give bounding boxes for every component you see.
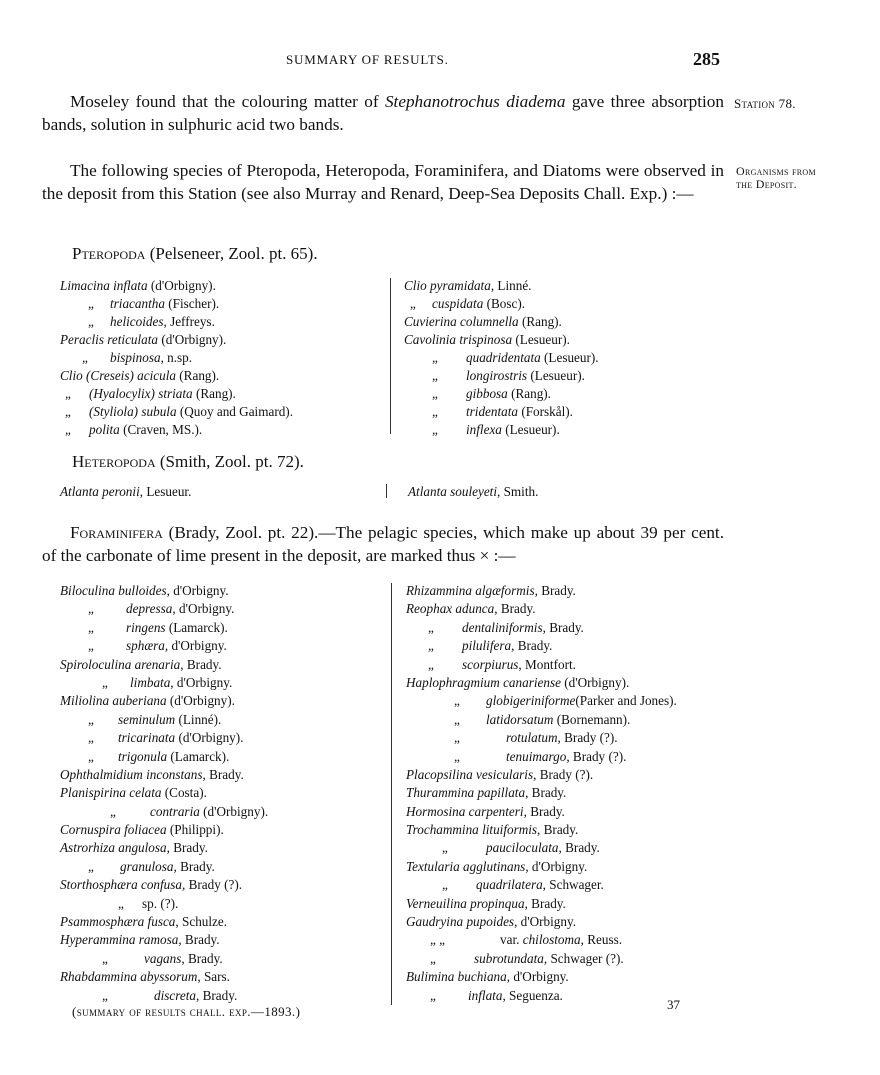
list-item <box>406 950 736 968</box>
list-text: „ <box>102 674 108 690</box>
species-name: Stephanotrochus diadema <box>384 92 566 111</box>
list-text: „ <box>88 619 94 635</box>
list-item <box>60 331 380 349</box>
list-item <box>60 895 390 913</box>
heading-reference: (Smith, Zool. pt. 72). <box>155 452 304 471</box>
list-item <box>406 674 736 692</box>
list-item <box>60 349 380 367</box>
list-text: „ <box>442 840 448 856</box>
list-text: , Brady. <box>542 619 584 635</box>
paragraph-text: gave three absorption bands, solution in sulphuric acid two bands. <box>42 92 724 134</box>
species-name: Clio (Creseis) acicula <box>60 368 176 383</box>
list-text: (Lesueur). <box>527 368 585 383</box>
species-name: discreta <box>154 987 196 1003</box>
list-item <box>60 913 390 931</box>
list-text: , Brady. <box>166 840 208 856</box>
species-name: Astrorhiza angulosa <box>60 840 167 856</box>
list-text: , d'Orbigny. <box>164 638 227 654</box>
list-text: , d'Orbigny. <box>170 674 233 690</box>
list-text: „ <box>430 950 436 966</box>
list-text: (Philippi). <box>166 822 224 838</box>
list-text: , Brady. <box>525 785 567 801</box>
list-text: „ <box>88 711 94 727</box>
list-text: „ <box>88 638 94 654</box>
list-text: var. <box>500 932 523 948</box>
section-heading-heteropoda <box>72 452 304 472</box>
foraminifera-list-right <box>406 582 736 1005</box>
list-text: „ <box>118 895 124 911</box>
list-text: , Brady. <box>537 822 579 838</box>
list-text: „ <box>454 693 460 709</box>
list-item <box>60 600 390 618</box>
column-divider <box>391 583 392 1005</box>
species-name: Cornuspira foliacea <box>60 822 167 838</box>
list-text: (d'Orbigny). <box>175 730 244 746</box>
running-head <box>0 49 880 72</box>
list-text: „ <box>110 803 116 819</box>
list-text: (Rang). <box>507 386 551 401</box>
species-name: Biloculina bulloides <box>60 583 167 598</box>
list-item <box>60 403 380 421</box>
list-item <box>60 766 390 784</box>
species-name: Haplophragmium canariense <box>406 674 561 690</box>
list-text: „ <box>102 987 108 1003</box>
species-name: Hyperammina ramosa <box>60 932 179 948</box>
list-text: , d'Orbigny. <box>506 969 569 985</box>
sidenote-station: Station 78. <box>734 96 796 111</box>
list-text: „ <box>454 711 460 727</box>
list-item <box>60 313 380 331</box>
list-item <box>60 421 380 439</box>
list-text: , Brady. <box>173 858 215 874</box>
list-text: (Craven, MS.). <box>119 422 203 437</box>
list-text: „ <box>102 950 108 966</box>
pteropoda-list-left <box>60 277 380 439</box>
species-name: (Styliola) subula <box>89 404 177 419</box>
list-item <box>406 729 736 747</box>
species-name: contraria <box>150 803 200 819</box>
list-text: „ <box>454 730 460 746</box>
species-name: (Hyalocylix) striata <box>89 386 193 401</box>
list-item <box>406 656 736 674</box>
section-heading-foraminifera <box>42 521 724 567</box>
species-name: Cuvierina columnella <box>404 314 519 329</box>
list-text: (Linné). <box>175 711 222 727</box>
heading-text: (Brady, Zool. pt. 22).—The pelagic species, which make up about 39 per cent. of the carbonate of lime present in the deposit, are marked thus × :— <box>42 523 724 565</box>
list-text: (Rang). <box>192 386 236 401</box>
list-text: , Smith. <box>497 484 539 499</box>
species-name: helicoides <box>110 314 164 329</box>
list-text: „ <box>88 314 94 329</box>
page-number: 285 <box>693 49 720 69</box>
list-text: (Bosc). <box>483 296 526 311</box>
species-name: quadrilatera <box>476 877 543 893</box>
species-name: cuspidata <box>432 296 484 311</box>
species-name: tridentata <box>466 404 519 419</box>
list-text: „ <box>432 404 438 419</box>
paragraph-species-observed <box>42 159 724 205</box>
species-name: seminulum <box>118 711 176 727</box>
column-divider <box>390 278 391 434</box>
species-name: Storthosphæra confusa <box>60 877 182 893</box>
species-name: Rhabdammina abyssorum <box>60 969 198 985</box>
list-item <box>60 385 380 403</box>
list-text: , Brady. <box>196 987 238 1003</box>
list-text: , d'Orbigny. <box>166 583 229 598</box>
paragraph-text: Moseley found that the colouring matter of <box>70 92 385 111</box>
list-text: , Brady. <box>524 895 566 911</box>
list-text: „ <box>428 638 434 654</box>
species-name: sphæra <box>126 638 165 654</box>
list-item <box>406 876 736 894</box>
list-text: „ <box>65 422 71 437</box>
species-name: Hormosina carpenteri <box>406 803 524 819</box>
list-item <box>406 711 736 729</box>
species-name: Miliolina auberiana <box>60 693 167 709</box>
species-name: scorpiurus <box>462 656 519 672</box>
sidenote-organisms <box>736 165 816 191</box>
pteropoda-list-right <box>404 277 724 439</box>
list-text: (Lesueur). <box>512 332 570 347</box>
list-text: „ <box>88 601 94 617</box>
list-text: (Forskål). <box>518 404 573 419</box>
list-item <box>406 766 736 784</box>
paragraph-text: The following species of Pteropoda, Heteropoda, Foraminifera, and Diatoms were observed in the deposit from this Station (see also Murray and Renard, Deep-Sea Deposits Chall. Exp.) :— <box>42 161 724 203</box>
list-item <box>406 637 736 655</box>
species-name: gibbosa <box>466 386 508 401</box>
species-name: Reophax adunca <box>406 601 495 617</box>
species-name: Atlanta souleyeti <box>408 484 497 499</box>
list-item <box>406 858 736 876</box>
list-text: (Lamarck). <box>167 748 230 764</box>
list-item <box>406 619 736 637</box>
species-name: tricarinata <box>118 730 176 746</box>
heteropoda-left <box>60 483 191 501</box>
list-text: , Brady (?). <box>533 766 594 782</box>
species-name: Clio pyramidata <box>404 278 491 293</box>
list-item <box>406 600 736 618</box>
list-text: , Lesueur. <box>139 484 192 499</box>
list-text: „ <box>432 350 438 365</box>
list-item <box>60 858 390 876</box>
footer-note: (summary of results chall. exp.—1893.) <box>72 1004 301 1019</box>
list-text: (Lesueur). <box>540 350 599 365</box>
species-name: inflata <box>468 987 503 1003</box>
list-item <box>60 582 390 600</box>
list-item <box>406 692 736 710</box>
list-item <box>404 421 724 439</box>
list-item <box>60 295 380 313</box>
list-item <box>60 619 390 637</box>
list-text: „ <box>82 350 88 365</box>
list-text: (d'Orbigny). <box>147 278 216 293</box>
list-text: , d'Orbigny. <box>514 914 577 930</box>
list-item <box>60 803 390 821</box>
species-name: granulosa <box>120 858 174 874</box>
list-item <box>60 748 390 766</box>
list-text: , Brady. <box>558 840 600 856</box>
list-text: , Brady. <box>202 766 244 782</box>
list-text: , Montfort. <box>518 656 576 672</box>
list-text: , Seguenza. <box>502 987 563 1003</box>
list-text: „ <box>432 422 438 437</box>
list-item <box>60 711 390 729</box>
list-text: „ <box>428 656 434 672</box>
species-name: Verneuilina propinqua <box>406 895 525 911</box>
list-text: (Costa). <box>161 785 207 801</box>
list-text: , d'Orbigny. <box>172 601 235 617</box>
list-text: „ <box>65 404 71 419</box>
species-name: Bulimina buchiana <box>406 969 507 985</box>
list-text: , n.sp. <box>160 350 193 365</box>
species-name: Planispirina celata <box>60 785 162 801</box>
list-item <box>406 803 736 821</box>
list-item <box>60 656 390 674</box>
species-name: depressa <box>126 601 173 617</box>
list-text: (d'Orbigny). <box>166 693 235 709</box>
list-text: , Reuss. <box>580 932 623 948</box>
list-item <box>60 692 390 710</box>
list-item <box>404 295 724 313</box>
signature-mark: 37 <box>667 997 680 1012</box>
list-item <box>404 403 724 421</box>
list-text: , Brady. <box>523 803 565 819</box>
list-text: „ <box>454 748 460 764</box>
species-name: Textularia agglutinans <box>406 858 526 874</box>
list-text: , Brady (?). <box>182 877 243 893</box>
list-item <box>404 277 724 295</box>
list-item <box>404 367 724 385</box>
list-item <box>60 637 390 655</box>
list-item <box>404 331 724 349</box>
list-item <box>406 821 736 839</box>
list-text: (Lamarck). <box>165 619 228 635</box>
list-text: (Rang). <box>175 368 220 383</box>
list-text: „ <box>430 987 436 1003</box>
list-item <box>406 748 736 766</box>
species-name: chilostoma <box>522 932 581 948</box>
list-text: , d'Orbigny. <box>525 858 588 874</box>
list-item <box>60 784 390 802</box>
species-name: dentaliniformis <box>462 619 543 635</box>
foraminifera-list-left <box>60 582 390 1005</box>
paragraph-colouring-matter <box>42 90 724 136</box>
heteropoda-right <box>408 483 538 501</box>
list-text: „ <box>88 296 94 311</box>
list-text: , Brady (?). <box>566 748 627 764</box>
list-item <box>60 821 390 839</box>
running-head-title: SUMMARY OF RESULTS. <box>286 52 449 67</box>
list-item <box>404 385 724 403</box>
species-name: Spiroloculina arenaria <box>60 656 181 672</box>
list-item <box>60 729 390 747</box>
list-text: „ <box>88 858 94 874</box>
species-name: Psammosphæra fusca <box>60 914 176 930</box>
list-text: , Brady. <box>180 656 222 672</box>
species-name: longirostris <box>466 368 528 383</box>
species-name: Limacina inflata <box>60 278 148 293</box>
list-text: „ <box>442 877 448 893</box>
list-text: „ <box>65 386 71 401</box>
list-item <box>60 277 380 295</box>
list-text: , Brady. <box>178 932 220 948</box>
list-item <box>60 876 390 894</box>
species-name: pauciloculata <box>486 840 559 856</box>
species-name: Cavolinia trispinosa <box>404 332 513 347</box>
list-text: (d'Orbigny). <box>199 803 269 819</box>
list-item <box>60 674 390 692</box>
list-item <box>406 582 736 600</box>
list-item <box>60 950 390 968</box>
list-text: „ <box>428 619 434 635</box>
list-text: , Jeffreys. <box>163 314 215 329</box>
species-name: ringens <box>126 619 166 635</box>
species-name: bispinosa <box>110 350 161 365</box>
list-text: (Lesueur). <box>501 422 560 437</box>
list-text: „ <box>432 386 438 401</box>
list-text: „ <box>432 368 438 383</box>
species-name: tenuimargo <box>506 748 567 764</box>
species-name: trigonula <box>118 748 168 764</box>
list-text: „ <box>88 748 94 764</box>
list-item <box>60 931 390 949</box>
list-text: , Brady. <box>494 601 536 617</box>
list-text: , Brady. <box>511 638 553 654</box>
list-text: (Parker and Jones). <box>575 693 677 709</box>
list-text: „ „ <box>430 932 446 948</box>
species-name: Atlanta peronii <box>60 484 140 499</box>
list-item <box>406 784 736 802</box>
list-item <box>60 968 390 986</box>
species-name: Rhizammina algæformis <box>406 583 535 598</box>
list-text: (d'Orbigny). <box>560 674 630 690</box>
list-text: , Schulze. <box>175 914 228 930</box>
list-item <box>60 367 380 385</box>
list-item <box>406 913 736 931</box>
list-text: , Brady. <box>534 583 576 598</box>
list-text: , Brady. <box>181 950 223 966</box>
list-item <box>404 349 724 367</box>
species-name: pilulifera <box>462 638 512 654</box>
section-heading-pteropoda <box>72 244 318 264</box>
list-item <box>60 839 390 857</box>
species-name: subrotundata <box>474 950 544 966</box>
heading-name: Heteropoda <box>72 452 156 471</box>
list-text: , Schwager (?). <box>543 950 624 966</box>
heading-name: Foraminifera <box>70 523 163 542</box>
species-name: Thurammina papillata <box>406 785 526 801</box>
list-item <box>406 987 736 1005</box>
sidenote-line: Organisms from <box>736 164 816 178</box>
species-name: Placopsilina vesicularis <box>406 766 534 782</box>
species-name: Trochammina lituiformis <box>406 822 538 838</box>
list-item <box>406 968 736 986</box>
heading-name: Pteropoda <box>72 244 146 263</box>
list-text: (Quoy and Gaimard). <box>176 404 293 419</box>
heading-reference: (Pelseneer, Zool. pt. 65). <box>145 244 318 263</box>
species-name: vagans <box>144 950 182 966</box>
list-item <box>404 313 724 331</box>
list-item <box>60 987 390 1005</box>
list-text: , Schwager. <box>542 877 604 893</box>
species-name: triacantha <box>110 296 165 311</box>
sidenote-line: the Deposit. <box>736 177 797 191</box>
species-name: Ophthalmidium inconstans <box>60 766 203 782</box>
list-text: (Rang). <box>518 314 562 329</box>
species-name: globigeriniforme <box>486 693 576 709</box>
species-name: polita <box>89 422 120 437</box>
species-name: quadridentata <box>466 350 541 365</box>
list-item <box>406 931 736 949</box>
species-name: latidorsatum <box>486 711 554 727</box>
column-divider <box>386 484 387 498</box>
species-name: inflexa <box>466 422 502 437</box>
species-name: Peraclis reticulata <box>60 332 159 347</box>
list-text: (Fischer). <box>164 296 220 311</box>
list-text: , Brady (?). <box>557 730 618 746</box>
list-item <box>406 895 736 913</box>
list-text: „ <box>410 296 416 311</box>
list-text: (d'Orbigny). <box>158 332 227 347</box>
list-text: , Linné. <box>490 278 532 293</box>
list-text: „ <box>88 730 94 746</box>
list-text: sp. (?). <box>142 895 179 911</box>
list-text: , Sars. <box>197 969 230 985</box>
species-name: limbata <box>130 674 171 690</box>
list-text: (Bornemann). <box>553 711 631 727</box>
species-name: Gaudryina pupoides <box>406 914 515 930</box>
species-name: rotulatum <box>506 730 558 746</box>
list-item <box>406 839 736 857</box>
